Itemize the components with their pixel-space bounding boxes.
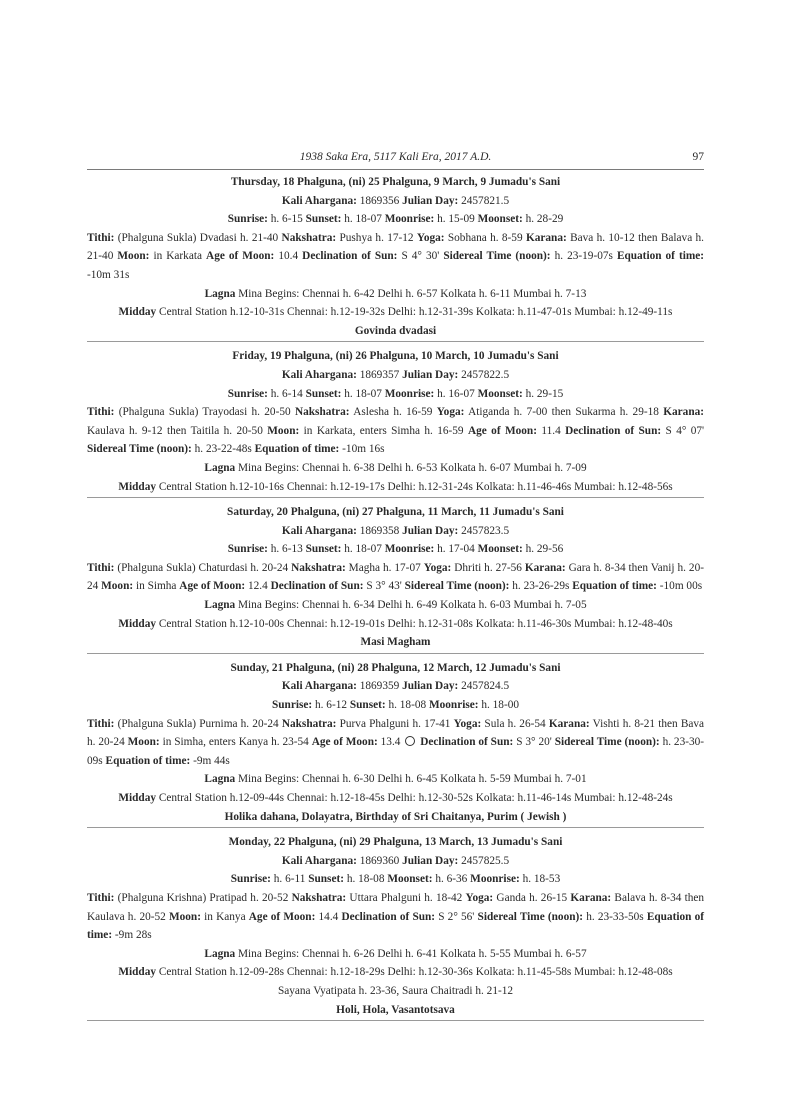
midday-value: Central Station h.12-10-31s Chennai: h.12-19-32s Delhi: h.12-31-39s Kolkata: h.11-47-01s Mumbai: h.12-49-11s — [159, 306, 673, 319]
sun-moon-line — [87, 540, 704, 559]
sun-moon-label: Sunrise: — [230, 873, 271, 886]
lagna-label: Lagna — [204, 461, 236, 474]
festival-name: Masi Magham — [360, 636, 431, 649]
sun-moon-value: h. 29-15 — [525, 387, 564, 400]
sun-moon-label: Moonrise: — [384, 387, 435, 400]
sun-moon-value: h. 18-00 — [481, 699, 520, 712]
age-of-moon-label: Age of Moon: — [311, 736, 378, 749]
moon-value: in Simha, enters Kanya h. 23-54 — [162, 736, 309, 749]
declination-of-sun-value: S 2° 56' — [438, 910, 475, 923]
nakshatra-label: Nakshatra: — [291, 891, 347, 904]
yoga-label: Yoga: — [416, 231, 445, 244]
moon-value: in Kanya — [204, 910, 246, 923]
kali-ahargana-label: Kali Ahargana: — [281, 854, 357, 867]
tithi-value: (Phalguna Sukla) Chaturdasi h. 20-24 — [117, 561, 289, 574]
sun-moon-line — [87, 870, 704, 889]
tithi-value: (Phalguna Krishna) Pratipad h. 20-52 — [117, 891, 289, 904]
panchanga-details — [87, 403, 704, 459]
age-of-moon-value: 14.4 — [318, 910, 339, 923]
tithi-label: Tithi: — [87, 561, 115, 574]
age-of-moon-value: 10.4 — [278, 250, 299, 263]
kali-ahargana-value: 1869357 — [359, 368, 400, 381]
sun-moon-label: Sunset: — [305, 543, 342, 556]
full-moon-icon — [405, 736, 415, 746]
julian-day-value: 2457823.5 — [461, 524, 510, 537]
astronomical-note: Sayana Vyatipata h. 23-36, Saura Chaitradi h. 21-12 — [277, 984, 514, 997]
day-title — [87, 503, 704, 522]
tithi-value: (Phalguna Sukla) Trayodasi h. 20-50 — [118, 406, 291, 419]
nakshatra-label: Nakshatra: — [281, 717, 337, 730]
tithi-label: Tithi: — [87, 406, 115, 419]
yoga-label: Yoga: — [423, 561, 452, 574]
declination-of-sun-label: Declination of Sun: — [565, 424, 662, 437]
sidereal-time-value: h. 23-19-07s — [554, 250, 613, 263]
nakshatra-label: Nakshatra: — [291, 561, 346, 574]
sidereal-time-value: h. 23-22-48s — [194, 443, 252, 456]
equation-of-time-label: Equation of time: — [616, 250, 705, 263]
declination-of-sun-value: S 3° 20' — [516, 736, 552, 749]
tithi-value: (Phalguna Sukla) Dvadasi h. 21-40 — [117, 231, 279, 244]
running-header — [87, 151, 704, 170]
sun-moon-label: Sunrise: — [227, 213, 268, 226]
age-of-moon-label: Age of Moon: — [179, 580, 246, 593]
sun-moon-line — [87, 696, 704, 715]
karana-label: Karana: — [548, 717, 590, 730]
sun-moon-label: Moonset: — [477, 543, 523, 556]
declination-of-sun-label: Declination of Sun: — [420, 736, 514, 749]
tithi-label: Tithi: — [87, 891, 115, 904]
yoga-label: Yoga: — [436, 406, 465, 419]
moon-label: Moon: — [168, 910, 201, 923]
ahargana-line — [87, 192, 704, 211]
sun-moon-value: h. 15-09 — [437, 213, 475, 226]
festival-name: Govinda dvadasi — [354, 324, 437, 337]
sun-moon-label: Sunrise: — [227, 387, 268, 400]
sun-moon-label: Moonrise: — [384, 213, 435, 226]
ahargana-line — [87, 677, 704, 696]
era-heading: 1938 Saka Era, 5117 Kali Era, 2017 A.D. — [299, 151, 492, 163]
declination-of-sun-label: Declination of Sun: — [270, 580, 364, 593]
moon-label: Moon: — [127, 736, 160, 749]
sun-moon-value: h. 6-13 — [270, 543, 303, 556]
kali-ahargana-value: 1869359 — [359, 680, 400, 693]
nakshatra-value: Uttara Phalguni h. 18-42 — [349, 891, 463, 904]
festival-line — [87, 322, 704, 341]
sun-moon-label: Moonset: — [477, 213, 523, 226]
lagna-value: Mina Begins: Chennai h. 6-38 Delhi h. 6-53 Kolkata h. 6-07 Mumbai h. 7-09 — [238, 461, 587, 474]
lagna-line — [87, 945, 704, 964]
panchanga-details — [87, 229, 704, 285]
tithi-value: (Phalguna Sukla) Purnima h. 20-24 — [117, 717, 279, 730]
day-title-text: Saturday, 20 Phalguna, (ni) 27 Phalguna, 11 March, 11 Jumadu's Sani — [227, 506, 564, 519]
declination-of-sun-value: S 4° 07' — [665, 424, 705, 437]
declination-of-sun-label: Declination of Sun: — [302, 250, 398, 263]
julian-day-value: 2457822.5 — [461, 368, 510, 381]
equation-of-time-label: Equation of time: — [105, 754, 191, 767]
julian-day-label: Julian Day: — [402, 194, 459, 207]
page-number: 97 — [692, 151, 704, 163]
sidereal-time-label: Sidereal Time (noon): — [554, 736, 660, 749]
kali-ahargana-label: Kali Ahargana: — [281, 524, 357, 537]
kali-ahargana-label: Kali Ahargana: — [281, 194, 357, 207]
midday-line — [87, 963, 704, 982]
sun-moon-value: h. 16-07 — [437, 387, 475, 400]
day-title-text: Friday, 19 Phalguna, (ni) 26 Phalguna, 10 March, 10 Jumadu's Sani — [232, 350, 559, 363]
sun-moon-value: h. 18-07 — [344, 213, 382, 226]
moon-value: in Simha — [135, 580, 177, 593]
lagna-line — [87, 596, 704, 615]
moon-value: in Karkata, enters Simha h. 16-59 — [303, 424, 464, 437]
sun-moon-label: Moonrise: — [428, 699, 479, 712]
age-of-moon-label: Age of Moon: — [467, 424, 537, 437]
karana-label: Karana: — [663, 406, 705, 419]
midday-label: Midday — [118, 617, 156, 630]
sun-moon-value: h. 18-08 — [388, 699, 427, 712]
julian-day-value: 2457821.5 — [461, 194, 510, 207]
sun-moon-line — [87, 210, 704, 229]
yoga-value: Atiganda h. 7-00 then Sukarma h. 29-18 — [468, 406, 659, 419]
nakshatra-value: Magha h. 17-07 — [348, 561, 421, 574]
sidereal-time-value: h. 23-33-50s — [586, 910, 644, 923]
sun-moon-value: h. 6-15 — [270, 213, 303, 226]
karana-label: Karana: — [525, 231, 567, 244]
kali-ahargana-label: Kali Ahargana: — [281, 368, 357, 381]
yoga-value: Dhriti h. 27-56 — [454, 561, 522, 574]
panchanga-details — [87, 889, 704, 945]
age-of-moon-label: Age of Moon: — [248, 910, 316, 923]
festival-name: Holika dahana, Dolayatra, Birthday of Sri Chaitanya, Purim ( Jewish ) — [224, 810, 567, 823]
panchanga-details — [87, 559, 704, 596]
kali-ahargana-value: 1869358 — [359, 524, 400, 537]
sun-moon-label: Sunset: — [305, 213, 342, 226]
sun-moon-value: h. 6-14 — [270, 387, 303, 400]
nakshatra-label: Nakshatra: — [294, 406, 350, 419]
lagna-line — [87, 285, 704, 304]
sidereal-time-label: Sidereal Time (noon): — [443, 250, 551, 263]
almanac-entries — [87, 173, 704, 1026]
sun-moon-value: h. 6-36 — [435, 873, 468, 886]
midday-line — [87, 615, 704, 634]
julian-day-label: Julian Day: — [402, 680, 459, 693]
midday-value: Central Station h.12-09-44s Chennai: h.12-18-45s Delhi: h.12-30-52s Kolkata: h.11-46-14s Mumbai: h.12-48-24s — [158, 792, 673, 804]
sun-moon-label: Moonset: — [387, 873, 433, 886]
declination-of-sun-value: S 3° 43' — [366, 580, 402, 593]
festival-line — [87, 808, 704, 827]
age-of-moon-value: 12.4 — [248, 580, 268, 593]
equation-of-time-label: Equation of time: — [254, 443, 340, 456]
age-of-moon-value: 11.4 — [541, 424, 561, 437]
day-title-text: Monday, 22 Phalguna, (ni) 29 Phalguna, 13 March, 13 Jumadu's Sani — [228, 836, 563, 849]
lagna-value: Mina Begins: Chennai h. 6-26 Delhi h. 6-41 Kolkata h. 5-55 Mumbai h. 6-57 — [238, 947, 587, 960]
sidereal-time-label: Sidereal Time (noon): — [477, 910, 584, 923]
karana-value: Balava h. 8-34 then Kaulava h. 20-52 — [87, 891, 705, 923]
moon-label: Moon: — [101, 580, 134, 593]
midday-label: Midday — [118, 792, 156, 804]
karana-value: Gara h. 8-34 then Vanij h. 20-24 — [87, 561, 704, 593]
yoga-label: Yoga: — [453, 717, 482, 730]
karana-value: Kaulava h. 9-12 then Taitila h. 20-50 — [87, 424, 263, 437]
lagna-value: Mina Begins: Chennai h. 6-34 Delhi h. 6-49 Kolkata h. 6-03 Mumbai h. 7-05 — [238, 599, 587, 612]
day-entry — [87, 173, 704, 342]
day-entry — [87, 659, 704, 828]
sun-moon-value: h. 18-07 — [344, 543, 382, 556]
age-of-moon-label: Age of Moon: — [206, 250, 275, 263]
midday-value: Central Station h.12-09-28s Chennai: h.12-18-29s Delhi: h.12-30-36s Kolkata: h.11-45-58s Mumbai: h.12-48-08s — [158, 966, 673, 979]
julian-day-label: Julian Day: — [402, 854, 459, 867]
sun-moon-label: Sunset: — [305, 387, 342, 400]
karana-label: Karana: — [524, 561, 566, 574]
ahargana-line — [87, 522, 704, 541]
day-title — [87, 173, 704, 192]
sidereal-time-label: Sidereal Time (noon): — [87, 443, 192, 456]
equation-of-time-label: Equation of time: — [572, 580, 657, 593]
sun-moon-value: h. 28-29 — [525, 213, 564, 226]
equation-of-time-value: -9m 28s — [114, 929, 152, 942]
sidereal-time-value: h. 23-26-29s — [512, 580, 570, 593]
sun-moon-label: Sunset: — [308, 873, 344, 886]
sun-moon-value: h. 18-07 — [344, 387, 382, 400]
karana-value: Vishti h. 8-21 then Bava h. 20-24 — [87, 717, 705, 749]
sun-moon-label: Sunrise: — [271, 699, 313, 712]
nakshatra-value: Pushya h. 17-12 — [339, 231, 414, 244]
day-title — [87, 833, 704, 852]
midday-label: Midday — [118, 480, 156, 493]
yoga-value: Sula h. 26-54 — [484, 717, 546, 730]
midday-value: Central Station h.12-10-00s Chennai: h.12-19-01s Delhi: h.12-31-08s Kolkata: h.11-46-30s Mumbai: h.12-48-40s — [158, 617, 673, 630]
day-title — [87, 659, 704, 678]
julian-day-value: 2457824.5 — [461, 680, 510, 693]
festival-line — [87, 1001, 704, 1020]
sidereal-time-label: Sidereal Time (noon): — [404, 580, 510, 593]
lagna-label: Lagna — [204, 773, 236, 786]
julian-day-label: Julian Day: — [402, 368, 459, 381]
sun-moon-value: h. 18-08 — [346, 873, 385, 886]
declination-of-sun-value: S 4° 30' — [401, 250, 440, 263]
nakshatra-value: Aslesha h. 16-59 — [353, 406, 433, 419]
midday-line — [87, 789, 704, 808]
midday-line — [87, 303, 704, 322]
day-entry — [87, 833, 704, 1021]
day-entry — [87, 503, 704, 654]
sidereal-time-value: h. 23-30-09s — [87, 736, 705, 767]
kali-ahargana-label: Kali Ahargana: — [281, 680, 357, 693]
nakshatra-value: Purva Phalguni h. 17-41 — [339, 717, 451, 730]
day-title-text: Thursday, 18 Phalguna, (ni) 25 Phalguna, 9 March, 9 Jumadu's Sani — [230, 176, 561, 188]
day-entry — [87, 347, 704, 498]
yoga-value: Ganda h. 26-15 — [496, 891, 568, 904]
sun-moon-value: h. 29-56 — [525, 543, 564, 556]
kali-ahargana-value: 1869360 — [359, 854, 400, 867]
tithi-label: Tithi: — [87, 231, 115, 244]
lagna-label: Lagna — [204, 287, 236, 300]
age-of-moon-value: 13.4 — [380, 736, 401, 749]
sun-moon-label: Moonset: — [477, 387, 523, 400]
karana-value: Bava h. 10-12 then Balava h. 21-40 — [87, 231, 705, 263]
yoga-value: Sobhana h. 8-59 — [447, 231, 523, 244]
sun-moon-value: h. 17-04 — [437, 543, 475, 556]
lagna-line — [87, 770, 704, 789]
day-title-text: Sunday, 21 Phalguna, (ni) 28 Phalguna, 12 March, 12 Jumadu's Sani — [230, 661, 561, 674]
midday-line — [87, 478, 704, 497]
equation-of-time-value: -10m 00s — [659, 580, 703, 593]
julian-day-label: Julian Day: — [402, 524, 459, 537]
ahargana-line — [87, 366, 704, 385]
declination-of-sun-label: Declination of Sun: — [341, 910, 436, 923]
lagna-value: Mina Begins: Chennai h. 6-42 Delhi h. 6-57 Kolkata h. 6-11 Mumbai h. 7-13 — [238, 287, 587, 300]
julian-day-value: 2457825.5 — [461, 854, 510, 867]
sun-moon-label: Moonrise: — [470, 873, 520, 886]
moon-value: in Karkata — [153, 250, 202, 263]
sun-moon-label: Moonrise: — [384, 543, 435, 556]
nakshatra-label: Nakshatra: — [281, 231, 337, 244]
moon-label: Moon: — [267, 424, 300, 437]
panchanga-details — [87, 715, 704, 771]
midday-label: Midday — [118, 306, 157, 319]
lagna-label: Lagna — [204, 947, 236, 960]
sun-moon-value: h. 18-53 — [522, 873, 561, 886]
equation-of-time-value: -10m 16s — [342, 443, 385, 456]
kali-ahargana-value: 1869356 — [359, 194, 400, 207]
sun-moon-line — [87, 385, 704, 404]
midday-value: Central Station h.12-10-16s Chennai: h.12-19-17s Delhi: h.12-31-24s Kolkata: h.11-46-46s Mumbai: h.12-48-56s — [158, 480, 673, 493]
sun-moon-label: Sunset: — [349, 699, 386, 712]
day-title — [87, 347, 704, 366]
moon-label: Moon: — [117, 250, 150, 263]
sun-moon-value: h. 6-11 — [273, 873, 306, 886]
equation-of-time-value: -9m 44s — [193, 754, 230, 767]
ahargana-line — [87, 852, 704, 871]
equation-of-time-value: -10m 31s — [87, 268, 130, 281]
lagna-label: Lagna — [204, 599, 236, 612]
karana-label: Karana: — [570, 891, 612, 904]
midday-label: Midday — [118, 966, 156, 979]
sun-moon-value: h. 6-12 — [315, 699, 348, 712]
lagna-value: Mina Begins: Chennai h. 6-30 Delhi h. 6-45 Kolkata h. 5-59 Mumbai h. 7-01 — [238, 773, 587, 786]
equation-of-time-label: Equation of time: — [87, 910, 704, 942]
festival-name: Holi, Hola, Vasantotsava — [336, 1003, 455, 1016]
lagna-line — [87, 459, 704, 478]
festival-line — [87, 633, 704, 652]
yoga-label: Yoga: — [465, 891, 494, 904]
sun-moon-label: Sunrise: — [227, 543, 268, 556]
tithi-label: Tithi: — [87, 717, 115, 730]
